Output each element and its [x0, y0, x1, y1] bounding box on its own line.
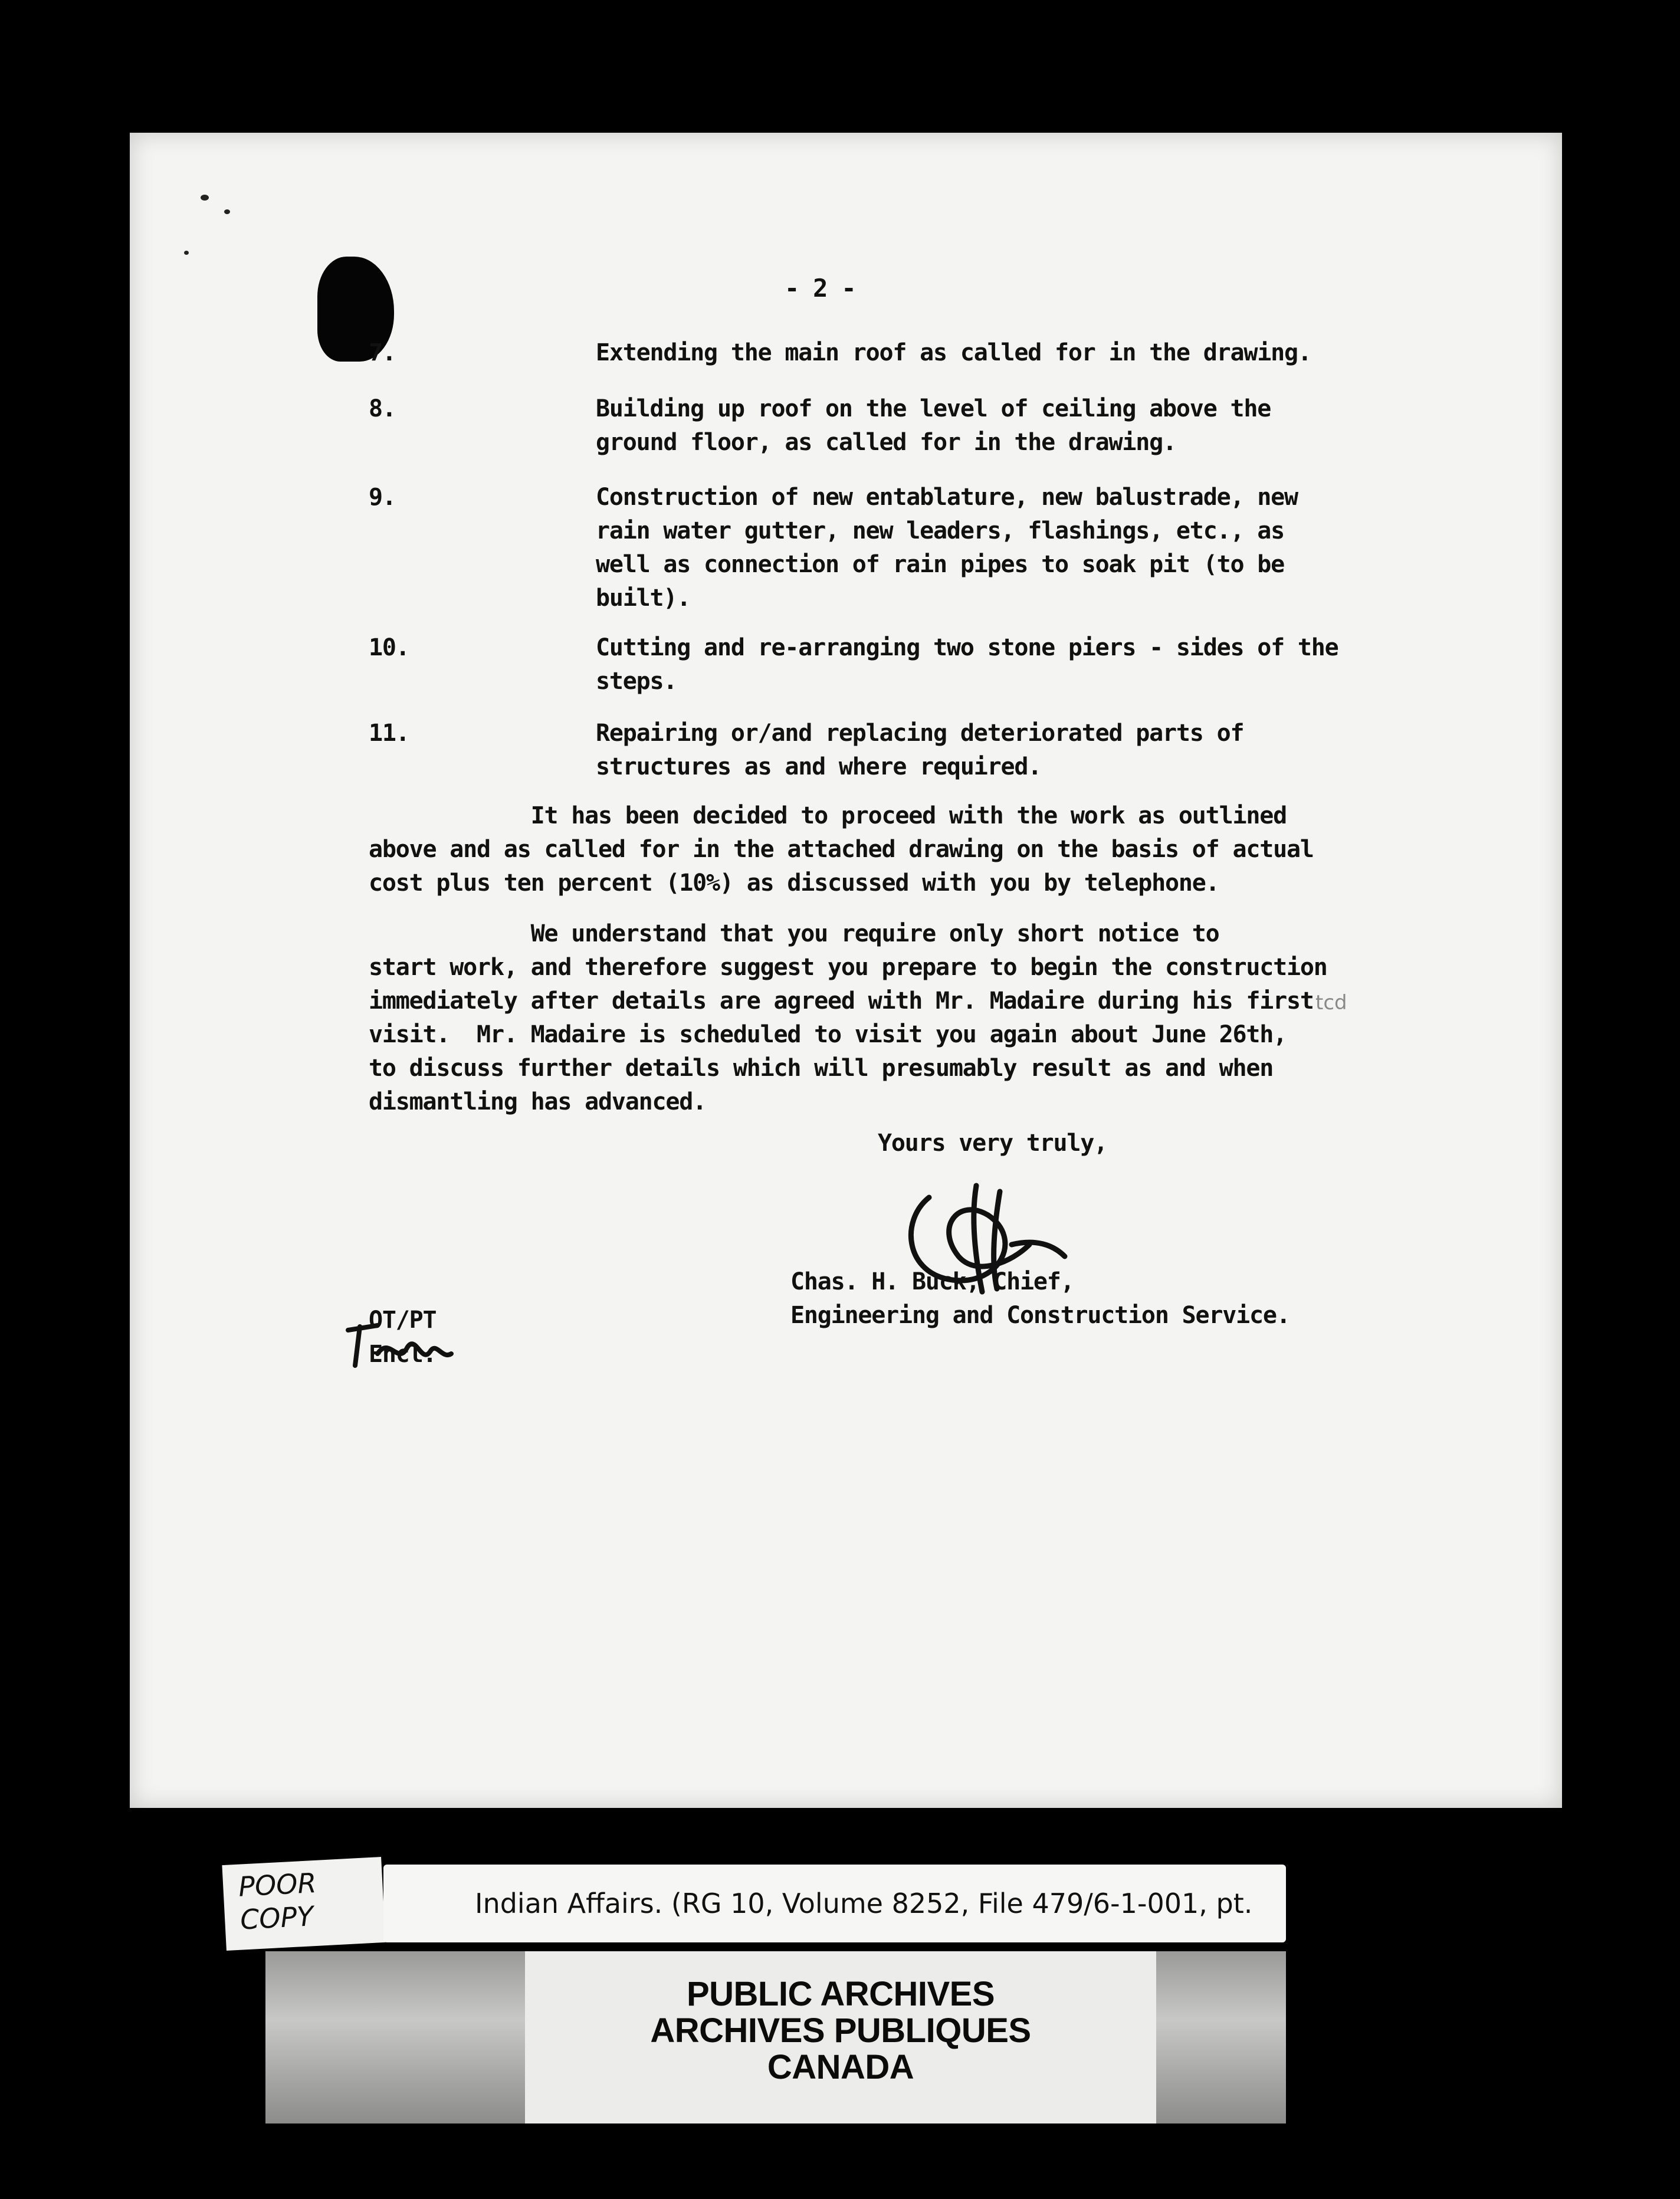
archive-reference-label: Indian Affairs. (RG 10, Volume 8252, File 479/6-1-001, pt.	[383, 1865, 1286, 1942]
item-text-9: Construction of new entablature, new balustrade, new rain water gutter, new leaders, flashings, etc., as well as connection of rain pipes to soak pit (to be built).	[596, 484, 1298, 612]
archive-stamp-line-1: PUBLIC ARCHIVES	[686, 1975, 995, 2013]
paper-speck	[184, 251, 189, 255]
page-number: - 2 -	[785, 274, 856, 303]
archive-stamp	[525, 1951, 1156, 2123]
item-text-11: Repairing or/and replacing deteriorated parts of structures as and where required.	[596, 720, 1244, 780]
strip-edge-right	[1156, 1951, 1286, 2123]
closing-salutation: Yours very truly,	[878, 1130, 1107, 1157]
archive-reference-row	[224, 1861, 1286, 1947]
item-number-9: 9.	[369, 484, 396, 511]
typist-initials: OT/PT	[369, 1307, 437, 1334]
paper-speck	[201, 195, 209, 201]
signatory-title: Engineering and Construction Service.	[790, 1302, 1290, 1329]
item-text-8: Building up roof on the level of ceiling above the ground floor, as called for in the drawing.	[596, 395, 1271, 456]
item-number-8: 8.	[369, 395, 396, 422]
item-text-10: Cutting and re-arranging two stone piers - sides of the steps.	[596, 634, 1338, 695]
paper-speck	[224, 209, 230, 214]
paragraph-schedule: We understand that you require only short notice to start work, and therefore suggest you prepare to begin the construction immediately after details are agreed with Mr. Madaire during his first visit. Mr. Madaire is scheduled to visit you again about June 26th, to discuss further details which will presumably result as and when dismantling has advanced.	[369, 920, 1327, 1115]
enclosure-note: Encl.	[369, 1341, 437, 1368]
archive-stamp-line-3: CANADA	[767, 2048, 914, 2086]
item-number-10: 10.	[369, 634, 409, 661]
document-page	[130, 133, 1562, 1808]
item-number-11: 11.	[369, 720, 409, 747]
paragraph-work-basis: It has been decided to proceed with the work as outlined above and as called for in the attached drawing on the basis of actual cost plus ten percent (10%) as discussed with you by telephone.	[369, 802, 1314, 897]
signatory-name: Chas. H. Buck, Chief,	[790, 1268, 1074, 1295]
archive-stamp-line-2: ARCHIVES PUBLIQUES	[650, 2011, 1031, 2050]
pencil-note: tcd	[1315, 991, 1347, 1015]
item-text-7: Extending the main roof as called for in the drawing.	[596, 339, 1311, 366]
poor-copy-label: POOR COPY	[222, 1857, 385, 1951]
item-number-7: 7.	[369, 339, 396, 366]
strip-edge-left	[265, 1951, 525, 2123]
archive-stamp-strip	[265, 1951, 1286, 2123]
